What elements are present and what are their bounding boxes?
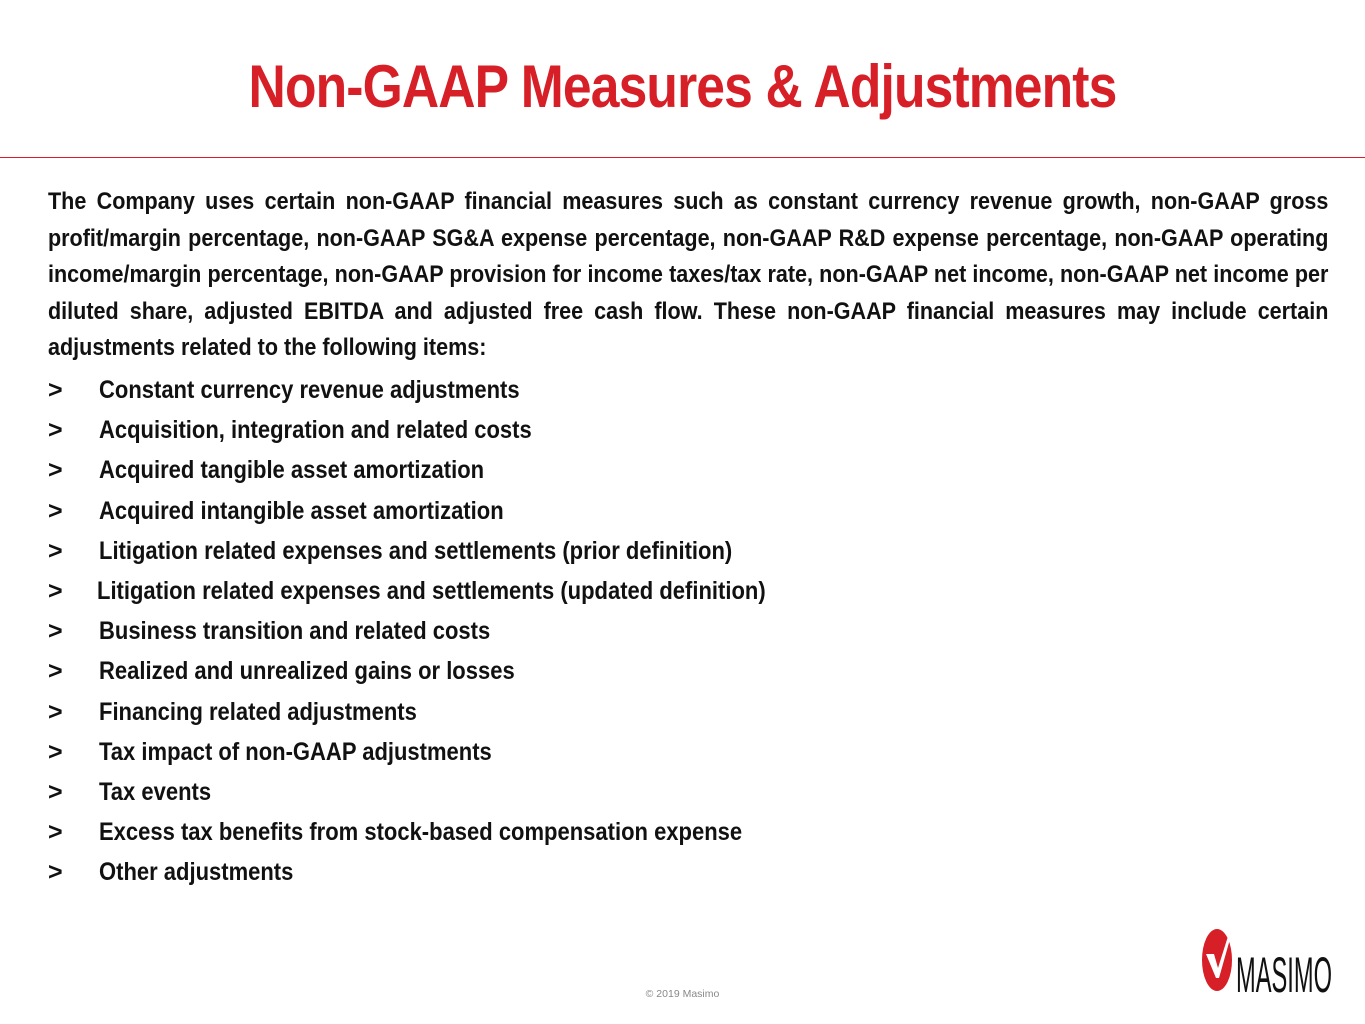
list-item [48,376,857,416]
list-item [48,778,857,818]
bullet-marker: > [48,416,63,445]
list-item [48,497,857,537]
list-item-text: Realized and unrealized gains or losses [99,657,515,686]
bullet-marker: > [48,777,63,806]
list-item [48,416,857,456]
slide-title: Non-GAAP Measures & Adjustments [248,53,1117,120]
title-divider [0,157,1365,158]
adjustments-list [48,376,857,898]
list-item-text: Other adjustments [99,858,294,887]
list-item [48,818,857,858]
masimo-logo-wordmark: MASIMO [1236,947,1332,996]
list-item [48,456,857,496]
bullet-marker: > [48,697,63,726]
intro-paragraph: The Company uses certain non-GAAP financial measures such as constant currency revenue growth, non-GAAP gross profit/margin percentage, non-GAAP SG&A expense percentage, non-GAAP R&D expense percentage, non-GAAP operating income/margin percentage, non-GAAP provision for income taxes/tax rate, non-GAAP net income, non-GAAP net income per diluted share, adjusted EBITDA and adjusted free cash flow. These non-GAAP financial measures may include certain adjustments related to the following items: [48,188,1329,361]
list-item [48,657,857,697]
list-item-text: Acquisition, integration and related costs [99,416,532,445]
list-item-text: Acquired tangible asset amortization [99,456,485,485]
masimo-logo-icon [1202,929,1232,991]
list-item [48,858,857,898]
bullet-marker: > [48,376,63,404]
list-item [48,698,857,738]
bullet-marker: > [48,818,63,847]
list-item-text: Tax impact of non-GAAP adjustments [99,737,492,766]
list-item [48,577,857,617]
list-item-text: Acquired intangible asset amortization [99,496,504,525]
list-item [48,537,857,577]
masimo-logo [1200,924,1335,996]
bullet-marker: > [48,576,63,605]
copyright-footer: © 2019 Masimo [645,988,720,1000]
list-item-text: Constant currency revenue adjustments [99,376,520,404]
list-item-text: Financing related adjustments [99,697,417,726]
bullet-marker: > [48,496,63,525]
bullet-marker: > [48,536,63,565]
bullet-marker: > [48,456,63,485]
bullet-marker: > [48,657,63,686]
list-item-text: Business transition and related costs [99,617,491,646]
bullet-marker: > [48,737,63,766]
list-item-text: Tax events [99,777,212,806]
bullet-marker: > [48,858,63,887]
list-item-text: Litigation related expenses and settlements (prior definition) [99,536,733,565]
list-item-text: Excess tax benefits from stock-based compensation expense [99,818,743,847]
bullet-marker: > [48,617,63,646]
list-item [48,617,857,657]
list-item-text: Litigation related expenses and settlements (updated definition) [97,576,766,605]
list-item [48,738,857,778]
